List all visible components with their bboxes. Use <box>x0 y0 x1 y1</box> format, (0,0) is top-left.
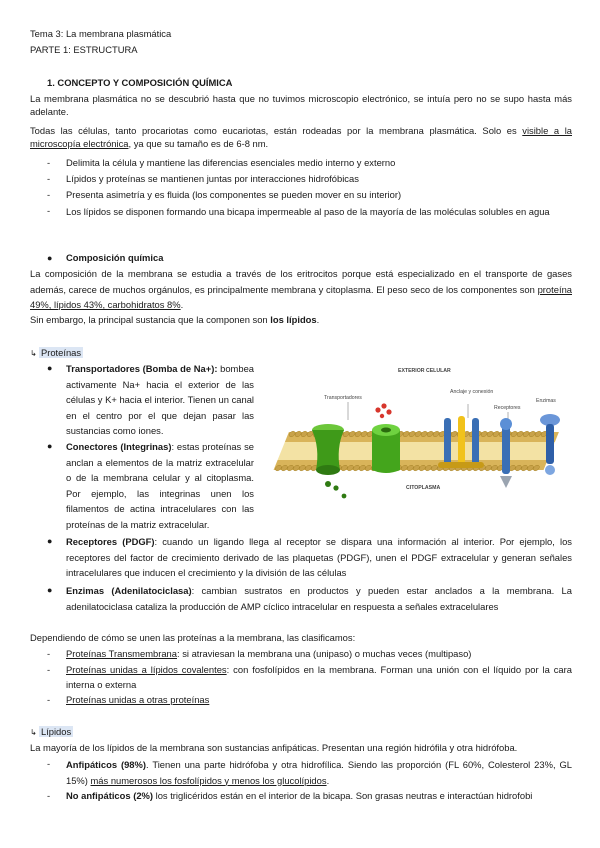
list-item: Proteínas unidas a otras proteínas <box>66 694 210 705</box>
paragraph-cells: Todas las células, tanto procariotas como eucariotas, están rodeadas por la membrana plasmática. Solo es visible a la microscopía electrónica, ya que su tamaño es de 6-8 nm. <box>30 125 572 150</box>
document-topic: Tema 3: La membrana plasmática <box>30 28 172 39</box>
green-particles <box>325 481 346 498</box>
figure-label-transporters: Transportadores <box>324 395 362 401</box>
list-item: Proteínas Transmembrana: si atraviesan la membrana una (unipaso) o muchas veces (multipaso) <box>66 648 472 659</box>
ligand-molecules <box>375 403 391 418</box>
toggle-arrow-icon[interactable]: ↳ <box>30 728 39 737</box>
list-item: Los lípidos se disponen formando una bicapa impermeable al paso de la mayoría de las moléculas solubles en agua <box>66 206 550 217</box>
channel-protein <box>372 424 400 473</box>
lipid-item-non-amphipathic: No anfipáticos (2%) los triglicéridos están en el interior de la bicapa. Son grasas neutras e interactúan hidrofobi <box>66 790 533 801</box>
list-item: Lípidos y proteínas se mantienen juntas por interacciones hidrofóbicas <box>66 173 359 184</box>
paragraph-discovery: La membrana plasmática no se descubrió hasta que no tuvimos microscopio electrónico, se intuía pero no se supo hasta más adelante. <box>30 93 572 118</box>
microscopy-link: visible a la microscopía electrónica <box>30 125 572 150</box>
dry-weight-values: proteína 49%, lípidos 43%, carbohidratos 8% <box>30 283 572 310</box>
classification-intro: Dependiendo de cómo se unen las proteínas a la membrana, las clasificamos: <box>30 632 356 643</box>
section-heading: 1. CONCEPTO Y COMPOSICIÓN QUÍMICA <box>47 77 233 88</box>
lipids-intro: La mayoría de los lípidos de la membrana son sustancias anfipáticas. Presentan una región hidrófila y otra hidrófoba. <box>30 742 518 753</box>
list-item: Presenta asimetría y es fluida (los componentes se pueden mover en su interior) <box>66 189 402 200</box>
lipid-item-amphipathic: Anfipáticos (98%). Tienen una parte hidrófoba y otra hidrofílica. Siendo las proporción (FL 60%, Colesterol 23%, GL 15%) más numerosos los fosfolípidos y menos los glucolípidos. <box>66 759 572 786</box>
membrane-figure <box>268 360 574 510</box>
protein-item-enzymes: Enzimas (Adenilatociclasa): cambian sustratos en productos y pueden estar anclados a la membrana. La adenilatociclasa cataliza la producción de AMP cíclico intracelular en respuesta a señales extracelulares <box>66 585 572 612</box>
protein-item-connectors: Conectores (Integrinas): estas proteínas se anclan a elementos de la matriz extracelular o de la membrana celular y al citoplasma. Por ejemplo, las integrinas unen los filamentos de actina intracelulares con las proteínas de la matriz extracelular. <box>66 441 254 530</box>
protein-item-receptors: Receptores (PDGF): cuando un ligando llega al receptor se dispara una información al interior. Por ejemplo, los receptores del factor de crecimiento derivado de las plaquetas (PDGF), unen el PDGF extracelular y generan señales intracelulares que inducen el crecimiento y la división de las células <box>66 536 572 578</box>
protein-item-transporters: Transportadores (Bomba de Na+): bombea activamente Na+ hacia el exterior de las células y K+ hacia el interior. Tienen un canal en el centro por el que dejan pasar las sustancias como iones. <box>66 363 254 436</box>
list-item: Delimita la célula y mantiene las diferencias esenciales medio interno y externo <box>66 157 396 168</box>
figure-label-enzymes: Enzimas <box>536 398 556 404</box>
toggle-proteins[interactable]: ↳ Proteínas <box>30 347 82 358</box>
composition-main-substance: Sin embargo, la principal sustancia que la componen son los lípidos. <box>30 314 320 325</box>
figure-label-anchor: Anclaje y conexión <box>450 389 494 395</box>
composition-paragraph: La composición de la membrana se estudia a través de los eritrocitos porque está especializado en el transporte de gases además, carece de muchos orgánulos, es principalmente membrana y citoplasma. El peso seco de los componentes son proteína 49%, lípidos 43%, carbohidratos 8%. <box>30 268 572 310</box>
document-part: PARTE 1: ESTRUCTURA <box>30 44 138 55</box>
list-item: Proteínas unidas a lípidos covalentes: con fosfolípidos en la membrana. Forman una unión con el líquido por la cara interna o externa <box>66 664 572 690</box>
composition-heading: Composición química <box>66 252 164 263</box>
toggle-arrow-icon[interactable]: ↳ <box>30 349 39 358</box>
figure-label-cytoplasm: CITOPLASMA <box>406 485 441 491</box>
toggle-lipids[interactable]: ↳ Lípidos <box>30 726 72 737</box>
figure-label-exterior: EXTERIOR CELULAR <box>398 368 451 374</box>
anchor-proteins <box>438 416 484 468</box>
figure-label-receptors: Receptores <box>494 405 521 411</box>
